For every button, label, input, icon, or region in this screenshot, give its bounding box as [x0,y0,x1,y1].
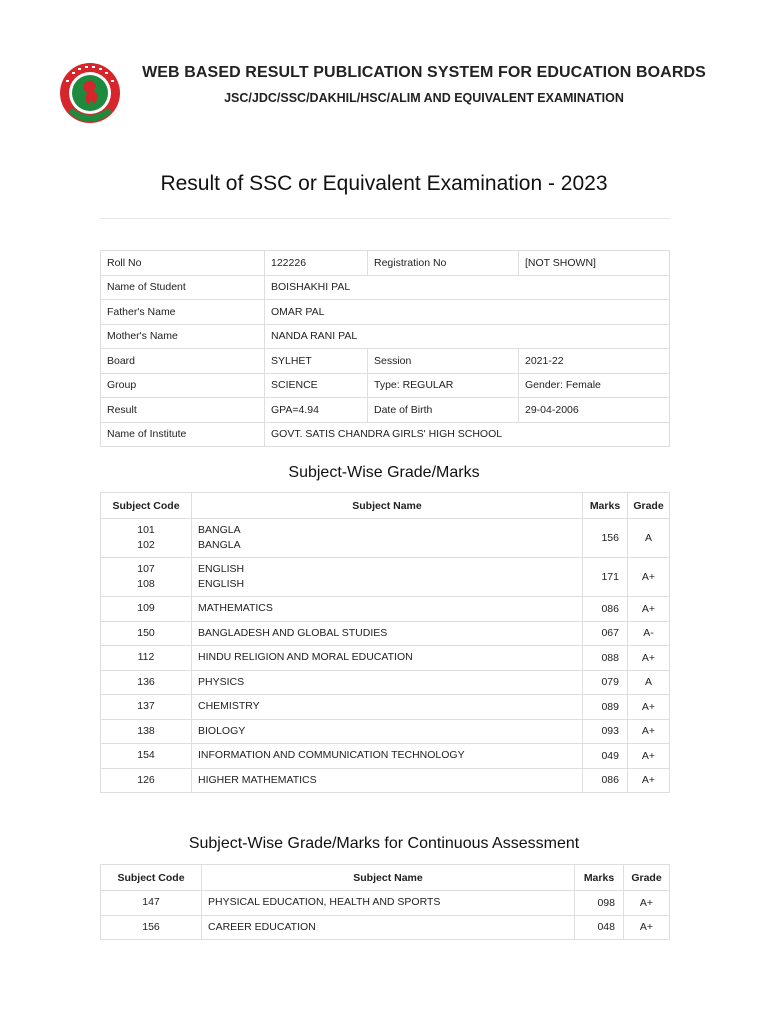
subject-code-cell [101,670,192,695]
student-name-value: BOISHAKHI PAL [265,275,670,300]
subject-code: 138 [137,724,155,737]
session-value: 2021-22 [519,349,670,374]
institute-label: Name of Institute [101,422,265,447]
registration-label: Registration No [368,251,519,276]
marks-cell: 048 [575,915,624,940]
marks-cell: 086 [583,768,628,793]
type-value: Type: REGULAR [368,373,519,398]
subject-code-cell [101,768,192,793]
column-header-marks: Marks [575,865,624,891]
grade-cell: A+ [624,915,670,940]
info-row [101,398,670,423]
subject-name-cell [202,891,575,916]
subject-code: 147 [142,896,160,909]
table-row [101,646,670,671]
subject-code: 154 [137,749,155,762]
result-value: GPA=4.94 [265,398,368,423]
session-label: Session [368,349,519,374]
marks-cell: 093 [583,719,628,744]
grade-cell: A [628,670,670,695]
subject-name-cell [192,519,583,558]
subject-name-cell [192,621,583,646]
dob-value: 29-04-2006 [519,398,670,423]
subject-name: HIGHER MATHEMATICS [198,773,317,786]
column-header-grade: Grade [624,865,670,891]
subject-code-cell [101,695,192,720]
mother-name-label: Mother's Name [101,324,265,349]
marks-cell: 049 [583,744,628,769]
grades-header-row [101,493,670,519]
grade-cell: A+ [628,597,670,622]
subject-code-cell [101,558,192,597]
subject-code: 108 [137,578,155,590]
column-header-subject-name: Subject Name [202,865,575,891]
father-name-value: OMAR PAL [265,300,670,325]
table-row [101,670,670,695]
subject-name-cell [202,915,575,940]
gender-value: Gender: Female [519,373,670,398]
subject-name: PHYSICAL EDUCATION, HEALTH AND SPORTS [208,896,441,909]
result-label: Result [101,398,265,423]
grade-cell: A+ [628,695,670,720]
subject-name-cell [192,670,583,695]
table-row [101,597,670,622]
column-header-grade: Grade [628,493,670,519]
board-label: Board [101,349,265,374]
subject-name-cell [192,768,583,793]
subject-name-cell [192,597,583,622]
ca-header-row [101,865,670,891]
table-row [101,695,670,720]
subject-name: CHEMISTRY [198,700,260,713]
subject-code: 107 [137,563,155,575]
marks-cell: 086 [583,597,628,622]
grades-heading: Subject-Wise Grade/Marks [288,464,480,481]
subject-code: 136 [137,675,155,688]
subject-name-cell [192,646,583,671]
grade-cell: A+ [624,891,670,916]
subject-name-cell [192,744,583,769]
marks-cell: 089 [583,695,628,720]
father-name-label: Father's Name [101,300,265,325]
table-row [101,519,670,558]
info-row [101,275,670,300]
marks-cell: 079 [583,670,628,695]
group-value: SCIENCE [265,373,368,398]
grade-cell: A+ [628,744,670,769]
site-title: WEB BASED RESULT PUBLICATION SYSTEM FOR EDUCATION BOARDS [142,64,706,81]
table-row [101,915,670,940]
student-info-table [100,250,670,447]
subject-name-cell [192,558,583,597]
info-row [101,324,670,349]
subject-name: ENGLISH [198,563,245,575]
marks-cell: 088 [583,646,628,671]
grade-cell: A+ [628,558,670,597]
subject-code: 112 [137,651,155,664]
subject-code: 156 [142,920,160,933]
subject-name: ENGLISH [198,578,245,590]
table-row [101,719,670,744]
column-header-subject-name: Subject Name [192,493,583,519]
info-row [101,349,670,374]
subject-name: PHYSICS [198,675,245,688]
subject-code-cell [101,719,192,744]
grade-cell: A [628,519,670,558]
table-row [101,558,670,597]
subject-name-cell [192,695,583,720]
site-subtitle: JSC/JDC/SSC/DAKHIL/HSC/ALIM AND EQUIVALENT EXAMINATION [224,91,624,105]
table-row [101,891,670,916]
column-header-marks: Marks [583,493,628,519]
subject-name: CAREER EDUCATION [208,920,316,933]
student-name-label: Name of Student [101,275,265,300]
subject-code-cell [101,519,192,558]
government-seal-icon [58,60,122,130]
marks-cell: 098 [575,891,624,916]
table-row [101,768,670,793]
subject-name-cell [192,719,583,744]
grade-cell: A+ [628,768,670,793]
institute-value: GOVT. SATIS CHANDRA GIRLS' HIGH SCHOOL [265,422,670,447]
grades-table [100,492,670,793]
subject-code: 150 [137,626,155,639]
divider [100,218,670,219]
marks-cell: 171 [583,558,628,597]
info-row [101,251,670,276]
grade-cell: A+ [628,646,670,671]
subject-code-cell [101,915,202,940]
subject-code-cell [101,744,192,769]
subject-name: BIOLOGY [198,724,246,737]
subject-code: 101 [137,524,155,536]
grade-cell: A+ [628,719,670,744]
registration-value: [NOT SHOWN] [519,251,670,276]
marks-cell: 156 [583,519,628,558]
column-header-subject-code: Subject Code [101,493,192,519]
subject-code: 102 [137,539,155,551]
subject-code-cell [101,621,192,646]
continuous-assessment-table [100,864,670,940]
grade-cell: A- [628,621,670,646]
subject-code: 137 [137,700,155,713]
subject-code-cell [101,597,192,622]
subject-code: 109 [137,602,155,615]
subject-name: BANGLA [198,524,241,536]
info-row [101,300,670,325]
info-row [101,373,670,398]
subject-name: HINDU RELIGION AND MORAL EDUCATION [198,651,413,664]
subject-name: INFORMATION AND COMMUNICATION TECHNOLOGY [198,749,465,762]
roll-value: 122226 [265,251,368,276]
board-value: SYLHET [265,349,368,374]
group-label: Group [101,373,265,398]
roll-label: Roll No [101,251,265,276]
column-header-subject-code: Subject Code [101,865,202,891]
table-row [101,744,670,769]
subject-name: MATHEMATICS [198,602,273,615]
subject-code: 126 [137,773,155,786]
subject-code-cell [101,891,202,916]
continuous-assessment-heading: Subject-Wise Grade/Marks for Continuous Assessment [188,835,580,852]
dob-label: Date of Birth [368,398,519,423]
subject-name: BANGLA [198,539,241,551]
subject-name: BANGLADESH AND GLOBAL STUDIES [198,626,388,639]
table-row [101,621,670,646]
info-row [101,422,670,447]
mother-name-value: NANDA RANI PAL [265,324,670,349]
page-title: Result of SSC or Equivalent Examination - 2023 [160,172,608,195]
subject-code-cell [101,646,192,671]
marks-cell: 067 [583,621,628,646]
